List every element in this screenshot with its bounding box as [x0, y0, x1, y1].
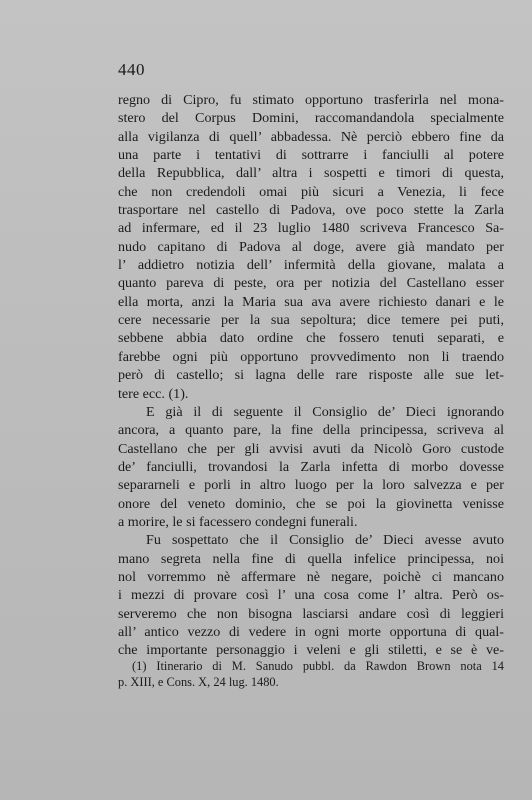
text-line: alla vigilanza di quell’ abbadessa. Nè perciò ebbero fine da — [118, 128, 504, 145]
text-line: ancora, a quanto pare, la fine della principessa, scriveva al — [118, 422, 504, 439]
text-line: de’ fanciulli, trovandosi la Zarla infetta di morbo dovesse — [118, 458, 504, 475]
text-line: Castellano che per gli avvisi avuti da Nicolò Goro custode — [118, 440, 504, 457]
footnote-line: (1) Itinerario di M. Sanudo pubbl. da Rawdon Brown nota 14 — [132, 659, 504, 673]
text-line-paragraph-end: a morire, le si facessero condegni funerali. — [118, 513, 358, 530]
text-line-paragraph-start: E già il di seguente il Consiglio de’ Dieci ignorando — [146, 403, 504, 420]
text-line: farebbe ogni più opportuno provvedimento non li traendo — [118, 348, 504, 365]
text-line-paragraph-end: tere ecc. (1). — [118, 385, 189, 402]
text-line: i mezzi di provare così l’ una cosa come l’ altra. Però os- — [118, 587, 504, 604]
text-line: che importante personaggio i veleni e gli stiletti, e se è ve- — [118, 642, 504, 659]
text-line: l’ addietro notizia dell’ infermità della giovane, malata a — [118, 257, 504, 274]
page-number: 440 — [118, 60, 145, 79]
text-line: che non credendoli omai più sicuri a Venezia, li fece — [118, 183, 504, 200]
text-line: ad infermare, ed il 23 luglio 1480 scriveva Francesco Sa- — [118, 220, 504, 237]
text-line: però di castello; si lagna delle rare risposte alle sue let- — [118, 367, 504, 384]
body-text — [118, 91, 504, 660]
text-line: all’ antico vezzo di vedere in ogni morte opportuna di qual- — [118, 623, 504, 640]
text-line-paragraph-start: Fu sospettato che il Consiglio de’ Dieci avesse avuto — [146, 532, 504, 549]
text-line: separarneli e porli in altro luogo per la loro salvezza e per — [118, 477, 504, 494]
footnote-line: p. XIII, e Cons. X, 24 lug. 1480. — [118, 675, 279, 689]
text-line: ella morta, anzi la Maria sua ava avere richiesto danari e le — [118, 293, 504, 310]
text-line: trasportare nel castello di Padova, ove poco stette la Zarla — [118, 202, 504, 219]
text-line: onore del veneto dominio, che se poi la giovinetta venisse — [118, 495, 504, 512]
text-line: cere necessarie per la sua sepoltura; dice temere pei puti, — [118, 312, 504, 329]
text-line: regno di Cipro, fu stimato opportuno trasferirla nel mona- — [118, 92, 504, 108]
text-line: mano segreta nella fine di quella infelice principessa, noi — [118, 550, 504, 567]
text-line: stero del Corpus Domini, raccomandandola specialmente — [118, 110, 504, 127]
text-line: nudo capitano di Padova al doge, avere già mandato per — [118, 238, 504, 255]
text-line: sebbene abbia dato ordine che fossero tenuti separati, e — [118, 330, 504, 347]
text-line: serveremo che non bisogna lasciarsi andare così di leggieri — [118, 605, 504, 622]
text-line: quanto pareva di peste, ora per notizia del Castellano esser — [118, 275, 504, 292]
footnote — [118, 658, 504, 690]
text-line: della Repubblica, dall’ altra i sospetti e timori di questa, — [118, 165, 504, 182]
text-line: nol vorremmo nè affermare nè negare, poichè ci mancano — [118, 568, 504, 585]
text-line: una parte i tentativi di sottrarre i fanciulli al potere — [118, 147, 504, 164]
